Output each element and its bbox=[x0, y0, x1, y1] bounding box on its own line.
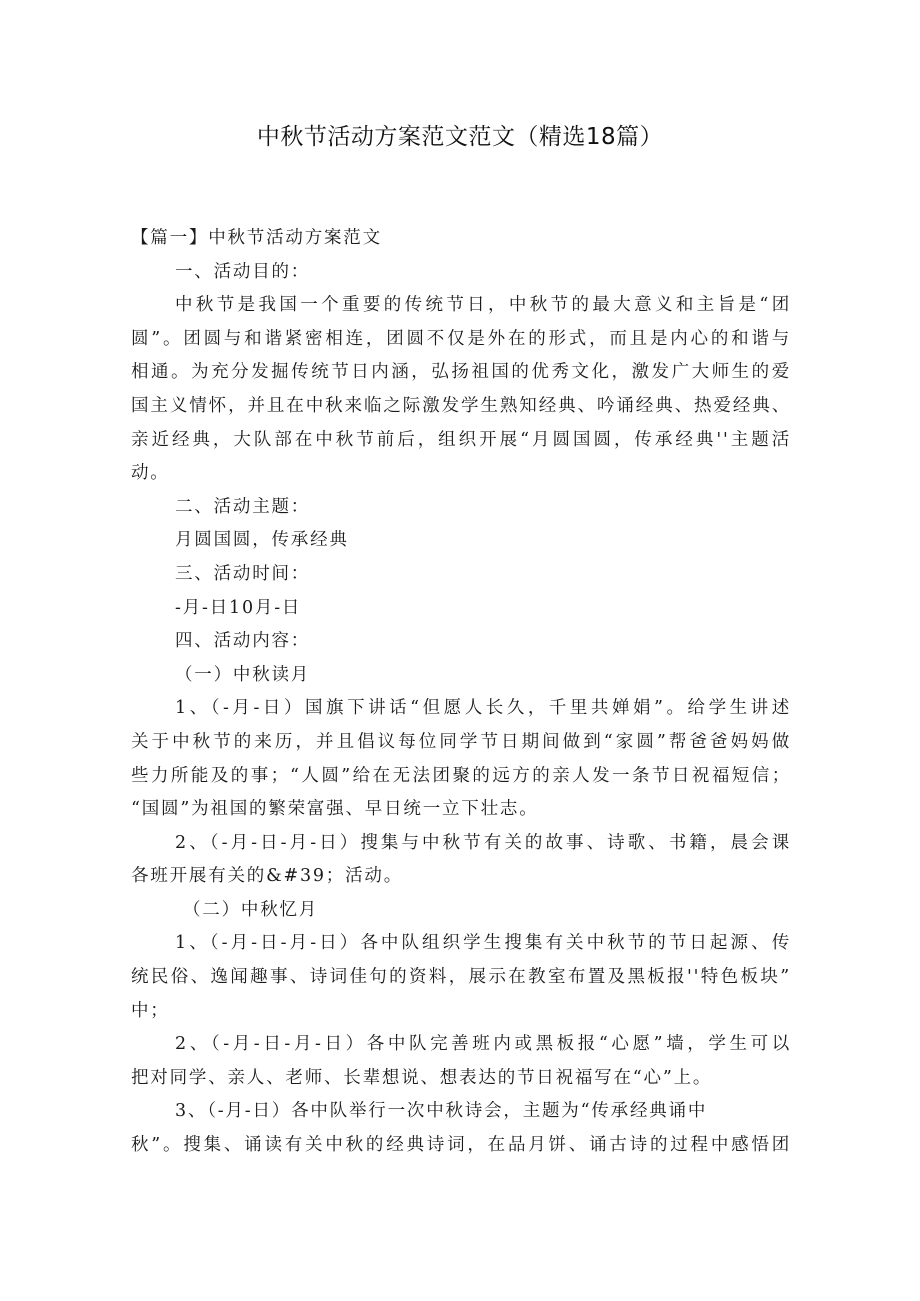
subheading-content: 四、活动内容： bbox=[175, 631, 311, 652]
paragraph-line: “国圆”为祖国的繁荣富强、早日统一立下壮志。 bbox=[131, 799, 539, 820]
theme-text: 月圆国圆，传承经典 bbox=[175, 530, 349, 551]
paragraph-line: 圆”。团圆与和谐紧密相连，团圆不仅是外在的形式，而且是内心的和谐与 bbox=[131, 328, 791, 349]
section-heading: 【篇一】中秋节活动方案范文 bbox=[131, 228, 382, 248]
subsection-recall-moon: （二）中秋忆月 bbox=[183, 899, 319, 920]
paragraph-line: 关于中秋节的来历，并且倡议每位同学节日期间做到“家圆”帮爸爸妈妈做 bbox=[131, 731, 791, 752]
paragraph-line: 统民俗、逸闻趣事、诗词佳句的资料，展示在教室布置及黑板报''特色板块” bbox=[131, 967, 791, 988]
subheading-time: 三、活动时间： bbox=[175, 563, 311, 584]
subsection-reading-moon: （一）中秋读月 bbox=[175, 664, 311, 685]
subheading-purpose: 一、活动目的： bbox=[175, 261, 311, 282]
paragraph-line: 相通。为充分发掘传统节日内涵，弘扬祖国的优秀文化，激发广大师生的爱 bbox=[131, 362, 791, 383]
paragraph-line: 动。 bbox=[131, 463, 170, 484]
paragraph-line: 些力所能及的事；“人圆”给在无法团聚的远方的亲人发一条节日祝福短信； bbox=[131, 765, 791, 786]
paragraph-line: 3、（-月-日）各中队举行一次中秋诗会，主题为“传承经典诵中 bbox=[175, 1101, 708, 1122]
paragraph-line: 各班开展有关的&#39；活动。 bbox=[131, 866, 404, 887]
subheading-theme: 二、活动主题： bbox=[175, 496, 311, 517]
page-title: 中秋节活动方案范文范文（精选18篇） bbox=[256, 124, 664, 150]
time-text: -月-日10月-日 bbox=[175, 597, 302, 618]
paragraph-line: 中秋节是我国一个重要的传统节日，中秋节的最大意义和主旨是“团 bbox=[175, 295, 791, 316]
paragraph-line: 亲近经典，大队部在中秋节前后，组织开展“月圆国圆，传承经典''主题活 bbox=[131, 429, 791, 450]
paragraph-line: 2、（-月-日-月-日）搜集与中秋节有关的故事、诗歌、书籍，晨会课 bbox=[175, 832, 791, 853]
paragraph-line: 1、（-月-日-月-日）各中队组织学生搜集有关中秋节的节日起源、传 bbox=[175, 933, 791, 954]
document-body bbox=[131, 222, 791, 1163]
paragraph-line: 中； bbox=[131, 1000, 170, 1021]
paragraph-line: 把对同学、亲人、老师、长辈想说、想表达的节日祝福写在“心”上。 bbox=[131, 1067, 713, 1088]
paragraph-line: 秋”。搜集、诵读有关中秋的经典诗词，在品月饼、诵古诗的过程中感悟团 bbox=[131, 1135, 791, 1156]
paragraph-line: 国主义情怀，并且在中秋来临之际激发学生熟知经典、吟诵经典、热爱经典、 bbox=[131, 395, 791, 416]
paragraph-line: 2、（-月-日-月-日）各中队完善班内或黑板报“心愿”墙，学生可以 bbox=[175, 1034, 791, 1055]
paragraph-line: 1、（-月-日）国旗下讲话“但愿人长久，千里共婵娟”。给学生讲述 bbox=[175, 698, 791, 719]
